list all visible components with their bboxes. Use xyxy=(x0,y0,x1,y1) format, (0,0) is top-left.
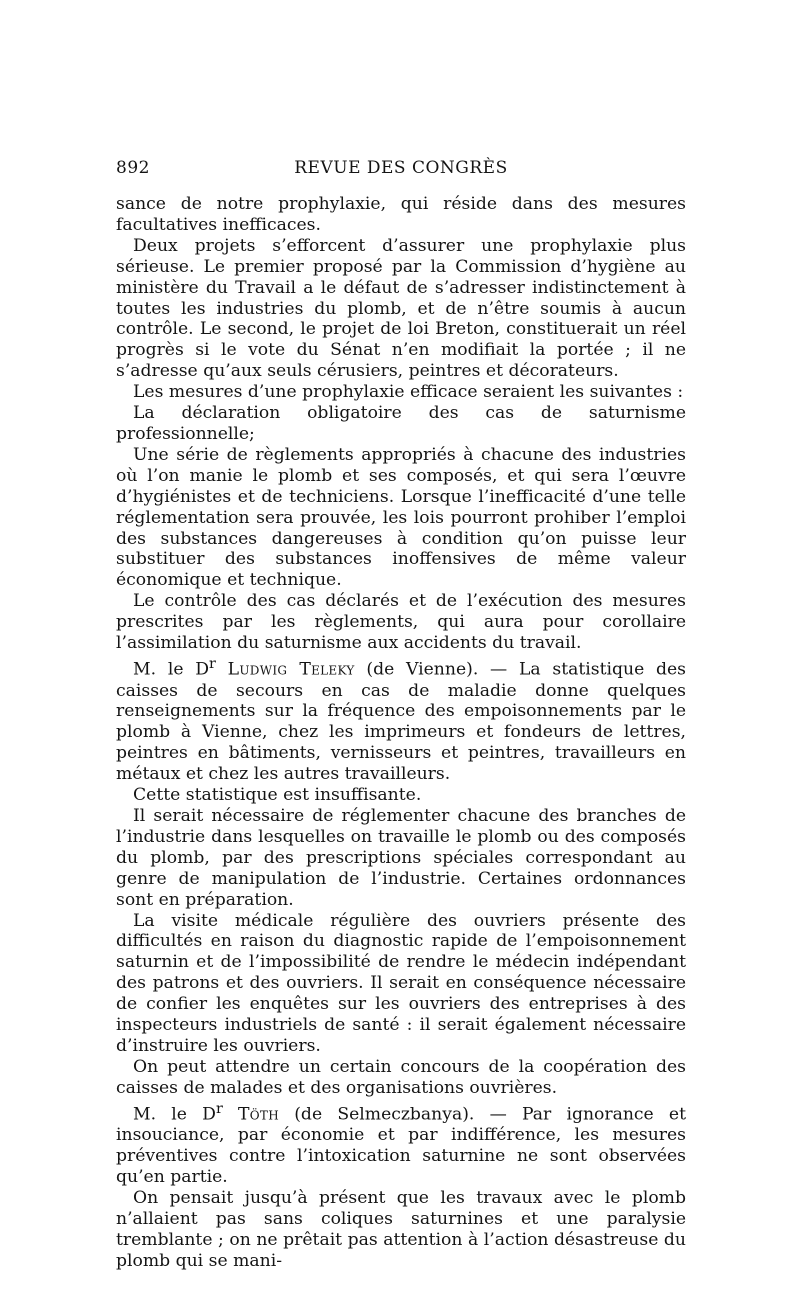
speaker-text: (de Vienne). — La statistique des caisses de secours en cas de maladie donne quelques renseignements sur la fréquence des empoisonnements par le plomb à Vienne, chez les imprimeurs et fondeurs de lettres, peintres en bâtiments, vernisseurs et peintres, travailleurs en métaux et chez les autres travailleurs. xyxy=(116,659,686,785)
paragraph: sance de notre prophylaxie, qui réside dans des mesures facultatives inefficaces. xyxy=(116,194,686,235)
paragraph: Cette statistique est insuffisante. xyxy=(133,785,422,806)
paragraph: Une série de règlements appropriés à chacune des industries où l’on manie le plomb et ses composés, et qui sera l’œuvre d’hygiénistes et de techniciens. Lorsque l’inefficacité d’une telle réglementation sera prouvée, les lois pourront prohiber l’emploi des substances dangereuses à condition qu’on puisse leur substituer des substances inoffensives de même valeur économique et technique. xyxy=(116,444,686,591)
speaker-title-sup: r xyxy=(215,1100,223,1117)
document-page xyxy=(116,158,686,1272)
speaker-name: Ludwig Teleky xyxy=(227,659,355,680)
speaker-text: (de Selmeczbanya). — Par ignorance et insouciance, par économie et par indifférence, les mesures préventives contre l’intoxication saturnine ne sont observées qu’en partie. xyxy=(116,1104,686,1188)
paragraph: La visite médicale régulière des ouvriers présente des difficultés en raison du diagnostic rapide de l’empoisonnement saturnin et de l’impossibilité de rendre le médecin indépendant des patrons et des ouvriers. Il serait en conséquence nécessaire de confier les enquêtes sur les ouvriers des entreprises à des inspecteurs industriels de santé : il serait également nécessaire d’instruire les ouvriers. xyxy=(116,910,686,1056)
paragraph: On peut attendre un certain concours de la coopération des caisses de malades et des organisations ouvrières. xyxy=(116,1056,686,1098)
speaker-paragraph xyxy=(116,654,686,785)
speaker-title-sup: r xyxy=(209,655,216,672)
paragraph: Le contrôle des cas déclarés et de l’exécution des mesures prescrites par les règlements, qui aura pour corollaire l’assimilation du saturnisme aux accidents du travail. xyxy=(116,591,686,654)
speaker-title: M. le D xyxy=(133,659,210,680)
speaker-paragraph xyxy=(116,1099,686,1188)
paragraph: Deux projets s’efforcent d’assurer une prophylaxie plus sérieuse. Le premier proposé par la Commission d’hygiène au ministère du Travail a le défaut de s’adresser indistinctement à toutes les industries du plomb, et de n’être soumis à aucun contrôle. Le second, le projet de loi Breton, constituerait un réel progrès si le vote du Sénat n’en modifiait la portée ; il ne s’adresse qu’aux seuls cérusiers, peintres et décorateurs. xyxy=(116,235,686,382)
paragraph: Il serait nécessaire de réglementer chacune des branches de l’industrie dans lesquelles on travaille le plomb ou des composés du plomb, par des prescriptions spéciales correspondant au genre de manipulation de l’industrie. Certaines ordonnances sont en préparation. xyxy=(116,806,686,910)
page-number: 892 xyxy=(116,158,150,178)
running-title: REVUE DES CONGRÈS xyxy=(294,158,508,178)
paragraph: Les mesures d’une prophylaxie efficace seraient les suivantes : xyxy=(133,382,684,403)
paragraph: On pensait jusqu’à présent que les travaux avec le plomb n’allaient pas sans coliques saturnines et une paralysie tremblante ; on ne prêtait pas attention à l’action désastreuse du plomb qui se mani- xyxy=(116,1188,686,1271)
body-text xyxy=(116,194,686,1272)
speaker-title: M. le D xyxy=(133,1104,216,1125)
paragraph: La déclaration obligatoire des cas de saturnisme professionnelle; xyxy=(116,403,686,444)
running-head xyxy=(116,158,686,188)
speaker-name: Töth xyxy=(238,1104,280,1125)
